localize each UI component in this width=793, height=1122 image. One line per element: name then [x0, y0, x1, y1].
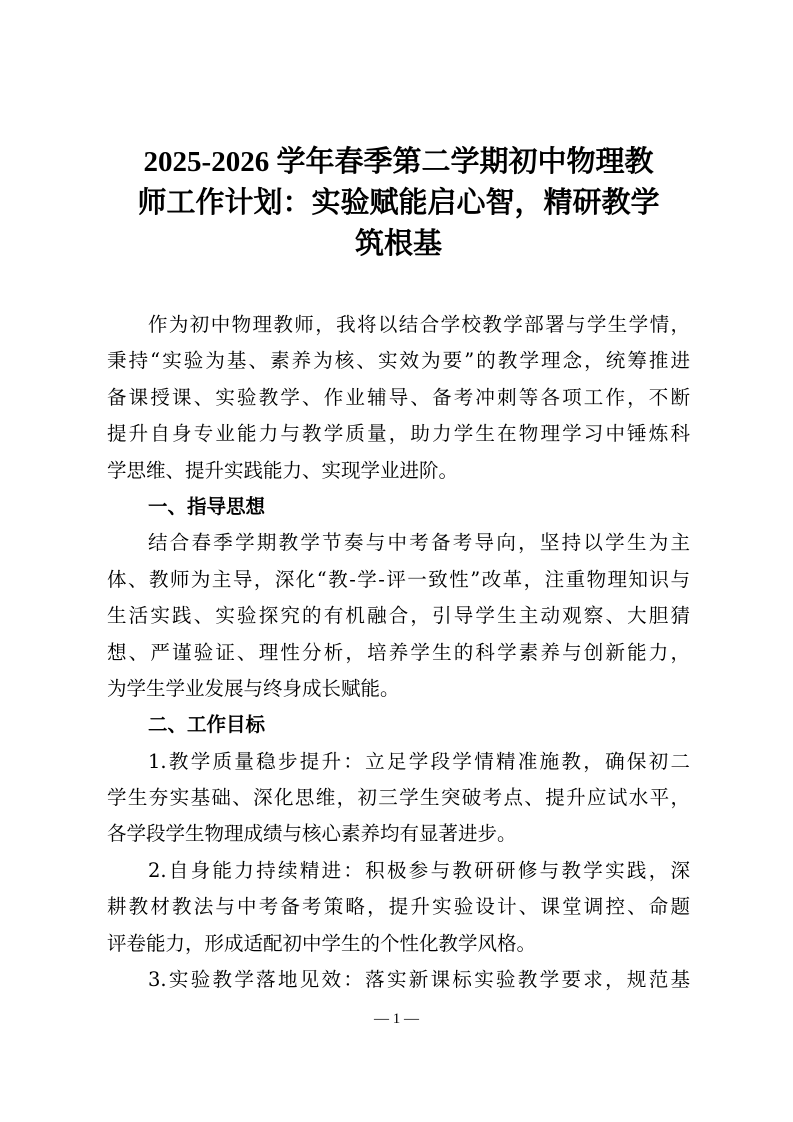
paragraph — [107, 962, 690, 998]
document-title — [100, 142, 697, 265]
text-line: 提升自身专业能力与教学质量，助力学生在物理学习中锤炼科 — [107, 422, 690, 446]
page-number: — 1 — — [374, 1011, 419, 1027]
text-line: 2.自身能力持续精进：积极参与教研研修与教学实践，深 — [148, 858, 690, 882]
title-line: 师工作计划：实验赋能启心智，精研教学 — [137, 187, 660, 219]
text-line: 各学段学生物理成绩与核心素养均有显著进步。 — [107, 822, 517, 846]
text-line: 为学生学业发展与终身成长赋能。 — [107, 676, 400, 700]
section-heading — [107, 707, 690, 743]
text-line: 想、严谨验证、理性分析，培养学生的科学素养与创新能力， — [107, 640, 690, 664]
text-line: 结合春季学期教学节奏与中考备考导向，坚持以学生为主 — [148, 531, 690, 555]
text-line: 生活实践、实验探究的有机融合，引导学生主动观察、大胆猜 — [107, 604, 690, 628]
document-body — [107, 307, 690, 998]
text-line: 体、教师为主导，深化“教-学-评一致性”改革，注重物理知识与 — [107, 567, 690, 591]
text-line: 耕教材教法与中考备考策略，提升实验设计、课堂调控、命题 — [107, 895, 690, 919]
title-line: 筑根基 — [354, 228, 442, 260]
paragraph — [107, 307, 690, 489]
text-line: 1.教学质量稳步提升：立足学段学情精准施教，确保初二 — [148, 749, 690, 773]
text-line: 二、工作目标 — [148, 713, 266, 737]
text-line: 3.实验教学落地见效：落实新课标实验教学要求，规范基 — [148, 968, 690, 992]
paragraph — [107, 853, 690, 962]
paragraph — [107, 744, 690, 853]
text-line: 备课授课、实验教学、作业辅导、备考冲刺等各项工作，不断 — [107, 385, 690, 409]
text-line: 一、指导思想 — [148, 494, 266, 518]
text-line: 评卷能力，形成适配初中学生的个性化教学风格。 — [107, 931, 537, 955]
paragraph — [107, 525, 690, 707]
title-line: 2025-2026 学年春季第二学期初中物理教 — [143, 146, 654, 178]
text-line: 秉持“实验为基、素养为核、实效为要”的教学理念，统筹推进 — [107, 349, 690, 373]
section-heading — [107, 489, 690, 525]
text-line: 学生夯实基础、深化思维，初三学生突破考点、提升应试水平， — [107, 786, 690, 810]
text-line: 学思维、提升实践能力、实现学业进阶。 — [107, 458, 459, 482]
text-line: 作为初中物理教师，我将以结合学校教学部署与学生学情， — [148, 313, 690, 336]
